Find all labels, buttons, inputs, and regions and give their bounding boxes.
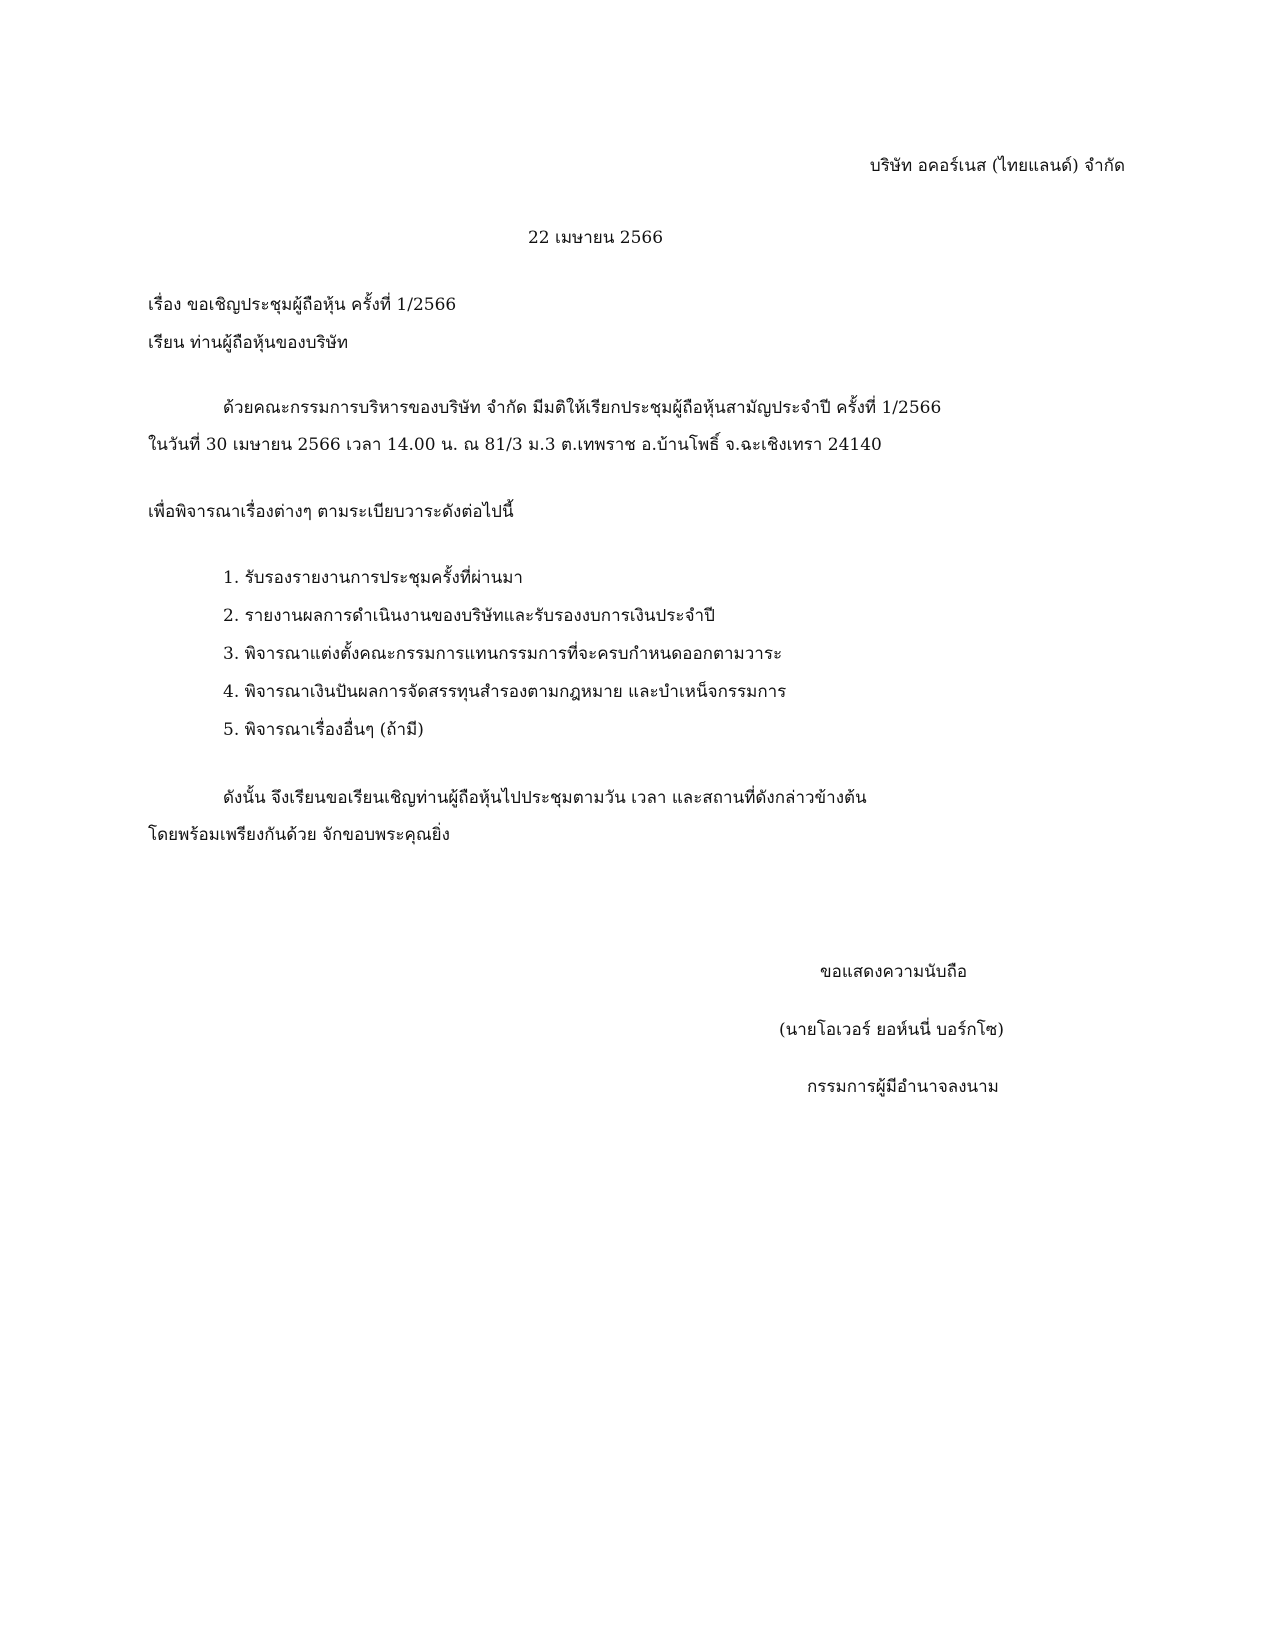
agenda-list <box>223 568 786 758</box>
letter-subject: เรื่อง ขอเชิญประชุมผู้ถือหุ้น ครั้งที่ 1/2566 <box>148 295 457 315</box>
signatory-name: (นายโอเวอร์ ยอห์นนี่ บอร์กโซ) <box>779 1020 1004 1040</box>
body-line-2: ในวันที่ 30 เมษายน 2566 เวลา 14.00 น. ณ 81/3 ม.3 ต.เทพราช อ.บ้านโพธิ์ จ.ฉะเชิงเทรา 24140 <box>148 435 882 455</box>
agenda-item: 5. พิจารณาเรื่องอื่นๆ (ถ้ามี) <box>223 720 424 740</box>
company-name: บริษัท อคอร์เนส (ไทยแลนด์) จำกัด <box>869 156 1125 176</box>
agenda-item: 3. พิจารณาแต่งตั้งคณะกรรมการแทนกรรมการที่จะครบกำหนดออกตามวาระ <box>223 644 783 664</box>
signature-salutation: ขอแสดงความนับถือ <box>820 962 968 982</box>
closing-line-2: โดยพร้อมเพรียงกันด้วย จักขอบพระคุณยิ่ง <box>148 825 450 845</box>
agenda-item: 1. รับรองรายงานการประชุมครั้งที่ผ่านมา <box>223 568 523 588</box>
agenda-intro: เพื่อพิจารณาเรื่องต่างๆ ตามระเบียบวาระดังต่อไปนี้ <box>148 502 514 522</box>
closing-line-1: ดังนั้น จึงเรียนขอเรียนเชิญท่านผู้ถือหุ้นไปประชุมตามวัน เวลา และสถานที่ดังกล่าวข้างต้น <box>223 788 867 808</box>
signatory-title: กรรมการผู้มีอำนาจลงนาม <box>807 1077 999 1097</box>
letter-date: 22 เมษายน 2566 <box>527 228 664 248</box>
agenda-item: 2. รายงานผลการดำเนินงานของบริษัทและรับรองงบการเงินประจำปี <box>223 606 715 626</box>
body-line-1: ด้วยคณะกรรมการบริหารของบริษัท จำกัด มีมติให้เรียกประชุมผู้ถือหุ้นสามัญประจำปี ครั้งที่ 1/2566 <box>223 398 942 418</box>
letter-recipient: เรียน ท่านผู้ถือหุ้นของบริษัท <box>148 333 349 353</box>
agenda-item: 4. พิจารณาเงินปันผลการจัดสรรทุนสำรองตามกฎหมาย และบำเหน็จกรรมการ <box>223 682 787 702</box>
